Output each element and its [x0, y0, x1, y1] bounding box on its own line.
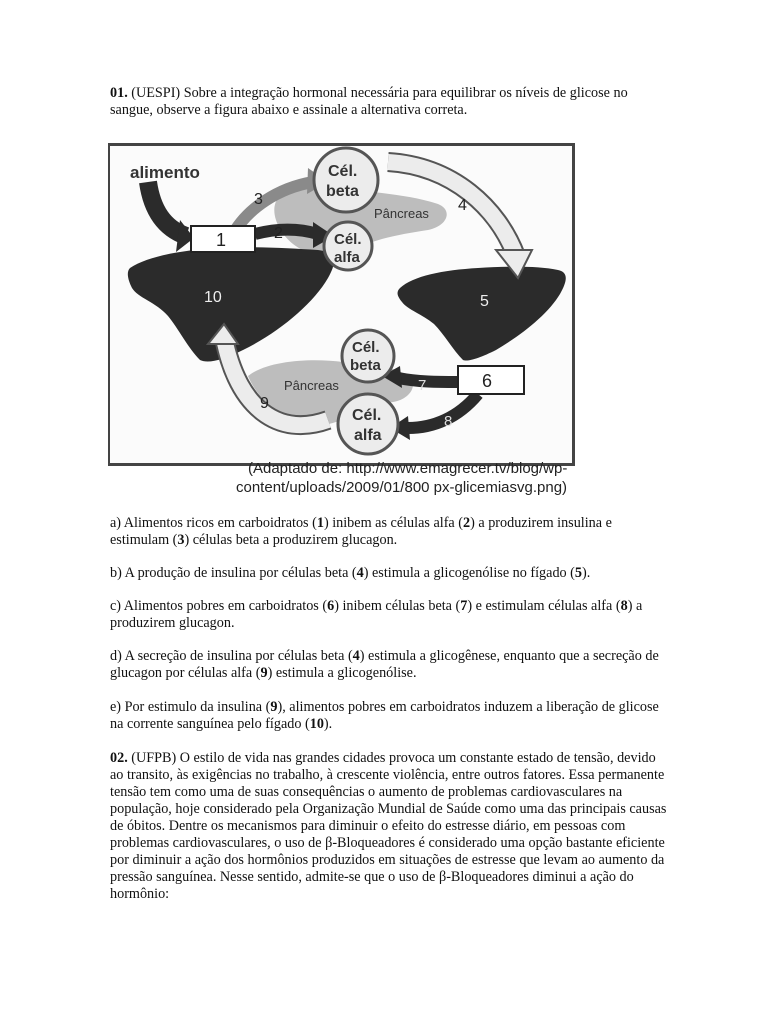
- option-c-text-1: c) Alimentos pobres em carboidratos (: [110, 598, 328, 614]
- box-6-label: 6: [482, 371, 493, 391]
- number-9: 9: [260, 395, 269, 412]
- option-b-ref-2: 5: [574, 565, 583, 581]
- number-4: 4: [458, 197, 467, 214]
- option-d-ref-1: 4: [352, 648, 360, 664]
- option-a-ref-3: 3: [177, 532, 185, 548]
- option-e-ref-1: 9: [270, 699, 278, 715]
- cel-beta-bottom-line2: beta: [350, 357, 381, 374]
- cel-alfa-top-line1: Cél.: [334, 231, 362, 248]
- diagram-svg: [108, 138, 598, 500]
- circle-cel-alfa-bottom: [338, 394, 398, 454]
- option-a-text-4: ) células beta a produzirem glucagon.: [184, 532, 398, 548]
- question-2-number: 02.: [110, 750, 128, 766]
- option-c-text-2: ) inibem células beta (: [334, 598, 461, 614]
- caption-line-2: content/uploads/2009/01/800 px-glicemiasvg.png): [236, 479, 568, 496]
- cel-alfa-bottom-line2: alfa: [354, 427, 382, 444]
- option-d-text-1: d) A secreção de insulina por células beta (: [110, 648, 353, 664]
- question-2: [110, 750, 670, 903]
- number-7: 7: [418, 377, 427, 394]
- option-c-text-3: ) e estimulam células alfa (: [467, 598, 621, 614]
- number-2: 2: [274, 225, 283, 242]
- question-1-number: 01.: [110, 85, 128, 101]
- option-a-text-1: a) Alimentos ricos em carboidratos (: [110, 515, 317, 531]
- option-e-text-1: e) Por estimulo da insulina (: [110, 699, 271, 715]
- cel-alfa-bottom-line1: Cél.: [352, 407, 382, 424]
- option-b-ref-1: 4: [356, 565, 364, 581]
- option-a-ref-2: 2: [463, 515, 471, 531]
- caption-line-1: (Adaptado de: http://www.emagrecer.tv/blog/wp-: [248, 460, 568, 477]
- number-10: 10: [204, 289, 222, 306]
- question-1: [110, 85, 670, 119]
- option-b-text-3: ).: [582, 565, 591, 581]
- option-a-text-2: ) inibem as células alfa (: [323, 515, 463, 531]
- label-pancreas-bottom: Pâncreas: [284, 378, 339, 393]
- circle-cel-beta-bottom: [342, 330, 394, 382]
- question-2-text: (UFPB) O estilo de vida nas grandes cidades provoca um constante estado de tensão, devido ao transito, às exigências no trabalho, à crescente violência, entre outros fatores. Essa permanente tensão tem como uma de suas consequências o aumento de problemas cardiovasculares na população, hoje considerado pela Organização Mundial de Saúde como uma das principais causas de óbitos. Dentre os mecanismos para diminuir o efeito do estresse diário, em pessoas com problemas cardiovasculares, o uso de β-Bloqueadores é considerado uma opção bastante eficiente por diminuir a ação dos hormônios produzidos em situações de estresse que levam ao aumento da pressão sanguínea. Nesse sentido, admite-se que o uso de β-Bloqueadores diminui a ação do hormônio:: [110, 750, 667, 902]
- option-c-ref-3: 8: [620, 598, 628, 614]
- label-pancreas-top: Pâncreas: [374, 206, 429, 221]
- arrow-7: [398, 378, 458, 382]
- option-c-ref-2: 7: [460, 598, 468, 614]
- option-c-ref-1: 6: [327, 598, 335, 614]
- circle-cel-beta-top: [314, 148, 378, 212]
- option-e: [110, 699, 670, 733]
- option-a: [110, 515, 670, 549]
- cel-beta-top-line2: beta: [326, 183, 359, 200]
- option-b-text-1: b) A produção de insulina por células beta (: [110, 565, 357, 581]
- option-a-text-3: ) a produzirem insulina e estimulam (: [110, 515, 612, 548]
- option-b-text-2: ) estimula a glicogenólise no fígado (: [363, 565, 575, 581]
- option-b: [110, 565, 670, 582]
- option-d-text-2: ) estimula a glicogênese, enquanto que a secreção de glucagon por células alfa (: [110, 648, 659, 681]
- number-8: 8: [444, 413, 453, 430]
- option-c: [110, 598, 670, 632]
- glycemia-diagram: [108, 138, 598, 500]
- option-d-text-3: ) estimula a glicogenólise.: [267, 665, 417, 681]
- option-e-ref-2: 10: [309, 716, 324, 732]
- option-a-ref-1: 1: [316, 515, 324, 531]
- number-5: 5: [480, 293, 489, 310]
- question-1-text: (UESPI) Sobre a integração hormonal necessária para equilibrar os níveis de glicose no sangue, observe a figura abaixo e assinale a alternativa correta.: [110, 85, 628, 118]
- box-1-label: 1: [216, 230, 227, 250]
- option-d: [110, 648, 670, 682]
- cel-alfa-top-line2: alfa: [334, 249, 360, 266]
- label-alimento: alimento: [130, 163, 200, 182]
- option-c-text-4: ) a produzirem glucagon.: [110, 598, 643, 631]
- cel-beta-bottom-line1: Cél.: [352, 339, 380, 356]
- option-e-text-3: ).: [323, 716, 333, 732]
- number-3: 3: [254, 191, 263, 208]
- arrow-2: [255, 230, 318, 235]
- option-d-ref-2: 9: [260, 665, 268, 681]
- option-e-text-2: ), alimentos pobres em carboidratos induzem a liberação de glicose na corrente sanguínea pelo fígado (: [110, 699, 659, 732]
- cel-beta-top-line1: Cél.: [328, 163, 358, 180]
